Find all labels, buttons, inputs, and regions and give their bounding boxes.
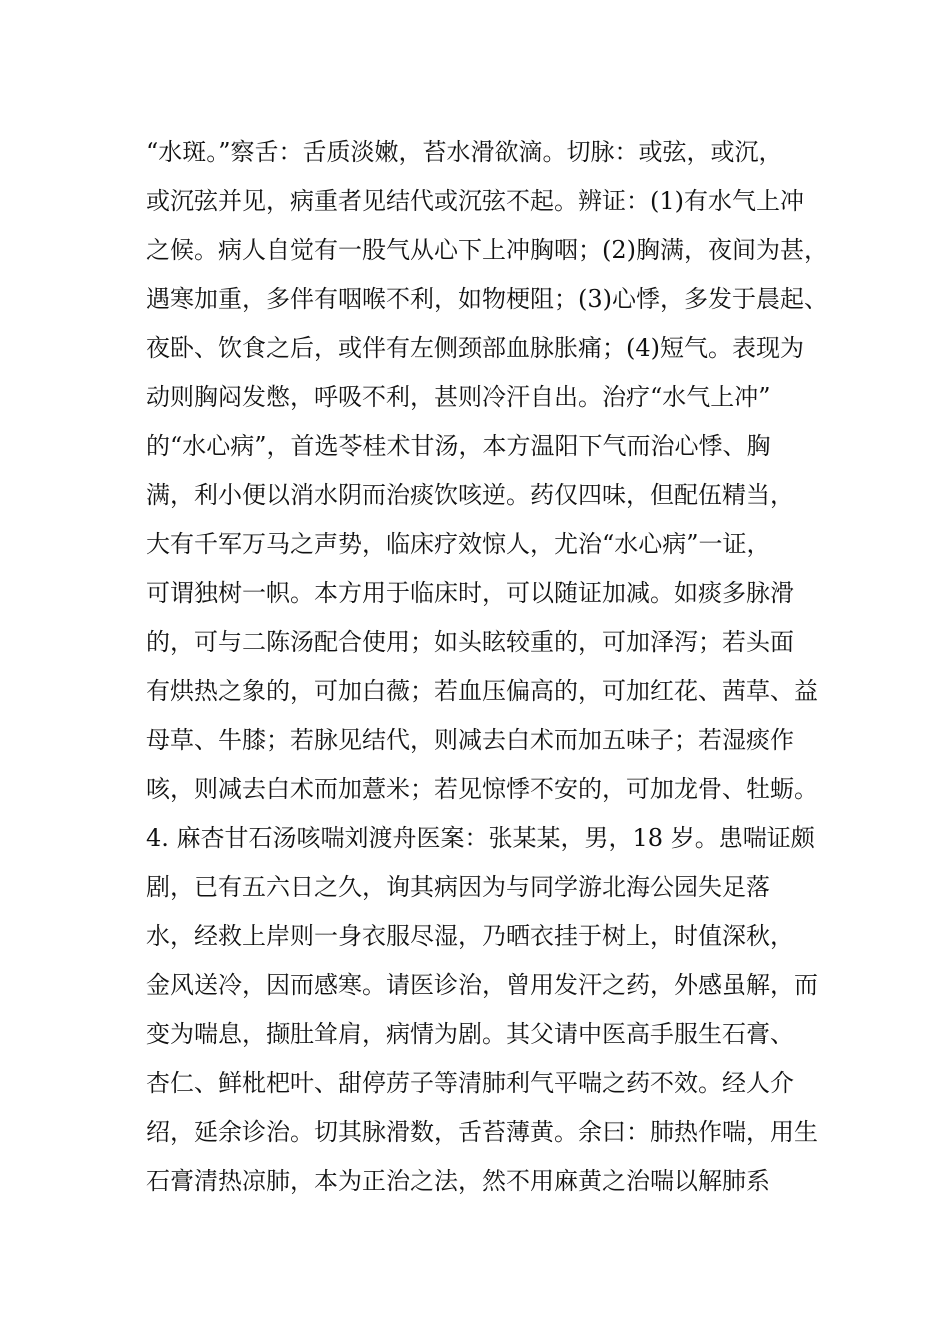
text-line: 咳，则减去白术而加薏米；若见惊悸不安的，可加龙骨、牡蛎。 — [146, 775, 818, 803]
text-line: 杏仁、鲜枇杷叶、甜停苈子等清肺利气平喘之药不效。经人介 — [146, 1069, 794, 1097]
text-line: 母草、牛膝；若脉见结代，则减去白术而加五味子；若湿痰作 — [146, 726, 794, 754]
text-line: 石膏清热凉肺，本为正治之法，然不用麻黄之治喘以解肺系 — [146, 1167, 770, 1195]
text-line: 满，利小便以消水阴而治痰饮咳逆。药仅四味，但配伍精当， — [146, 481, 794, 509]
text-line: 有烘热之象的，可加白薇；若血压偏高的，可加红花、茜草、益 — [146, 677, 818, 705]
text-line: 遇寒加重，多伴有咽喉不利，如物梗阻；(3)心悸，多发于晨起、 — [146, 285, 828, 313]
text-line: 或沉弦并见，病重者见结代或沉弦不起。辨证：(1)有水气上冲 — [146, 187, 804, 215]
text-line: 变为喘息，撷肚耸肩，病情为剧。其父请中医高手服生石膏、 — [146, 1020, 794, 1048]
text-line: 的“水心病”，首选苓桂术甘汤，本方温阳下气而治心悸、胸 — [146, 432, 771, 460]
text-line: 的，可与二陈汤配合使用；如头眩较重的，可加泽泻；若头面 — [146, 628, 794, 656]
text-line: 夜卧、饮食之后，或伴有左侧颈部血脉胀痛；(4)短气。表现为 — [146, 334, 804, 362]
text-line: 可谓独树一帜。本方用于临床时，可以随证加减。如痰多脉滑 — [146, 579, 794, 607]
text-line: 之候。病人自觉有一股气从心下上冲胸咽；(2)胸满，夜间为甚， — [146, 236, 828, 264]
text-line: 剧，已有五六日之久，询其病因为与同学游北海公园失足落 — [146, 873, 770, 901]
text-line: 金风送冷，因而感寒。请医诊治，曾用发汗之药，外感虽解，而 — [146, 971, 818, 999]
text-line: 水，经救上岸则一身衣服尽湿，乃晒衣挂于树上，时值深秋， — [146, 922, 794, 950]
text-line: 4. 麻杏甘石汤咳喘刘渡舟医案：张某某，男，18 岁。患喘证颇 — [146, 824, 815, 852]
text-line: 绍，延余诊治。切其脉滑数，舌苔薄黄。余曰：肺热作喘，用生 — [146, 1118, 818, 1146]
text-line: “水斑。”察舌：舌质淡嫩，苔水滑欲滴。切脉：或弦，或沉， — [146, 138, 783, 166]
text-line: 大有千军万马之声势，临床疗效惊人，尤治“水心病”一证， — [146, 530, 771, 558]
body-text — [146, 128, 836, 1206]
text-line: 动则胸闷发憋，呼吸不利，甚则冷汗自出。治疗“水气上冲” — [146, 383, 771, 411]
